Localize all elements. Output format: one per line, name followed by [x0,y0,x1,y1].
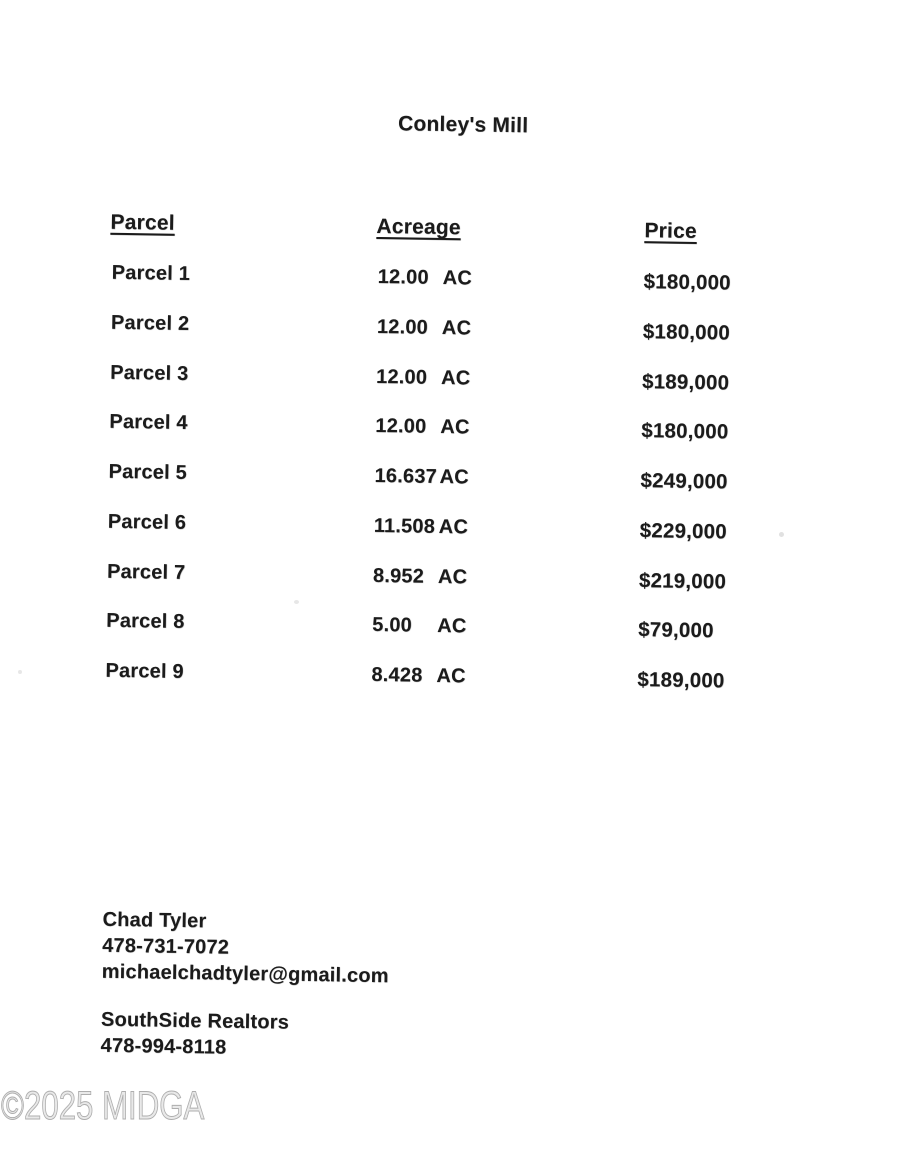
agent-phone: 478-731-7072 [101,934,230,959]
scan-speck [294,600,299,604]
parcel-cell: Parcel 3 [109,361,189,386]
table-row [0,658,890,698]
acreage-unit-cell: AC [437,565,468,589]
acreage-unit-cell: AC [437,614,467,638]
column-header-parcel: Parcel [110,210,175,235]
table-row [0,459,893,499]
parcel-cell: Parcel 5 [108,460,188,484]
acreage-value-cell: 11.508 [373,514,436,538]
parcel-cell: Parcel 8 [106,609,185,633]
acreage-value-cell: 8.952 [372,564,425,588]
contact-block [100,907,389,1063]
page-title: Conley's Mill [397,112,529,138]
table-row [0,409,893,449]
parcel-cell: Parcel 4 [109,410,188,434]
acreage-value-cell: 12.00 [375,365,428,389]
scan-speck [779,532,784,537]
acreage-unit-cell: AC [441,316,472,340]
table-row [0,360,894,400]
acreage-value-cell: 12.00 [376,315,429,339]
acreage-unit-cell: AC [440,366,471,390]
scan-speck [18,670,22,674]
price-cell: $189,000 [637,668,725,693]
acreage-unit-cell: AC [438,515,469,539]
agent-email: michaelchadtyler@gmail.com [101,960,389,988]
price-cell: $180,000 [642,320,731,345]
acreage-value-cell: 12.00 [375,414,427,438]
table-row [0,310,895,350]
column-header-acreage: Acreage [376,214,461,240]
parcel-cell: Parcel 7 [106,560,186,584]
parcel-cell: Parcel 9 [105,659,184,683]
office-phone: 478-994-8118 [100,1034,227,1059]
parcel-cell: Parcel 2 [110,311,190,336]
price-cell: $180,000 [643,270,731,295]
table-row [0,509,892,549]
acreage-unit-cell: AC [440,415,470,439]
acreage-unit-cell: AC [439,465,470,489]
acreage-unit-cell: AC [436,664,466,688]
table-row [0,260,896,300]
table-row [0,559,891,599]
price-cell: $180,000 [641,419,729,444]
acreage-value-cell: 12.00 [377,265,429,289]
price-cell: $189,000 [641,370,730,395]
price-cell: $229,000 [639,519,728,544]
table-row [0,608,890,648]
office-name: SouthSide Realtors [100,1008,290,1034]
price-cell: $219,000 [638,569,727,594]
agent-name: Chad Tyler [102,908,207,933]
parcel-cell: Parcel 6 [107,510,187,534]
acreage-value-cell: 5.00 [372,613,413,637]
acreage-value-cell: 8.428 [371,663,423,687]
column-header-price: Price [644,219,698,243]
price-cell: $249,000 [640,469,728,494]
acreage-value-cell: 16.637 [374,464,438,488]
price-cell: $79,000 [638,618,714,643]
copyright-watermark: ©2025 MIDGA [1,1084,205,1128]
parcel-cell: Parcel 1 [111,261,191,286]
acreage-unit-cell: AC [442,266,473,290]
